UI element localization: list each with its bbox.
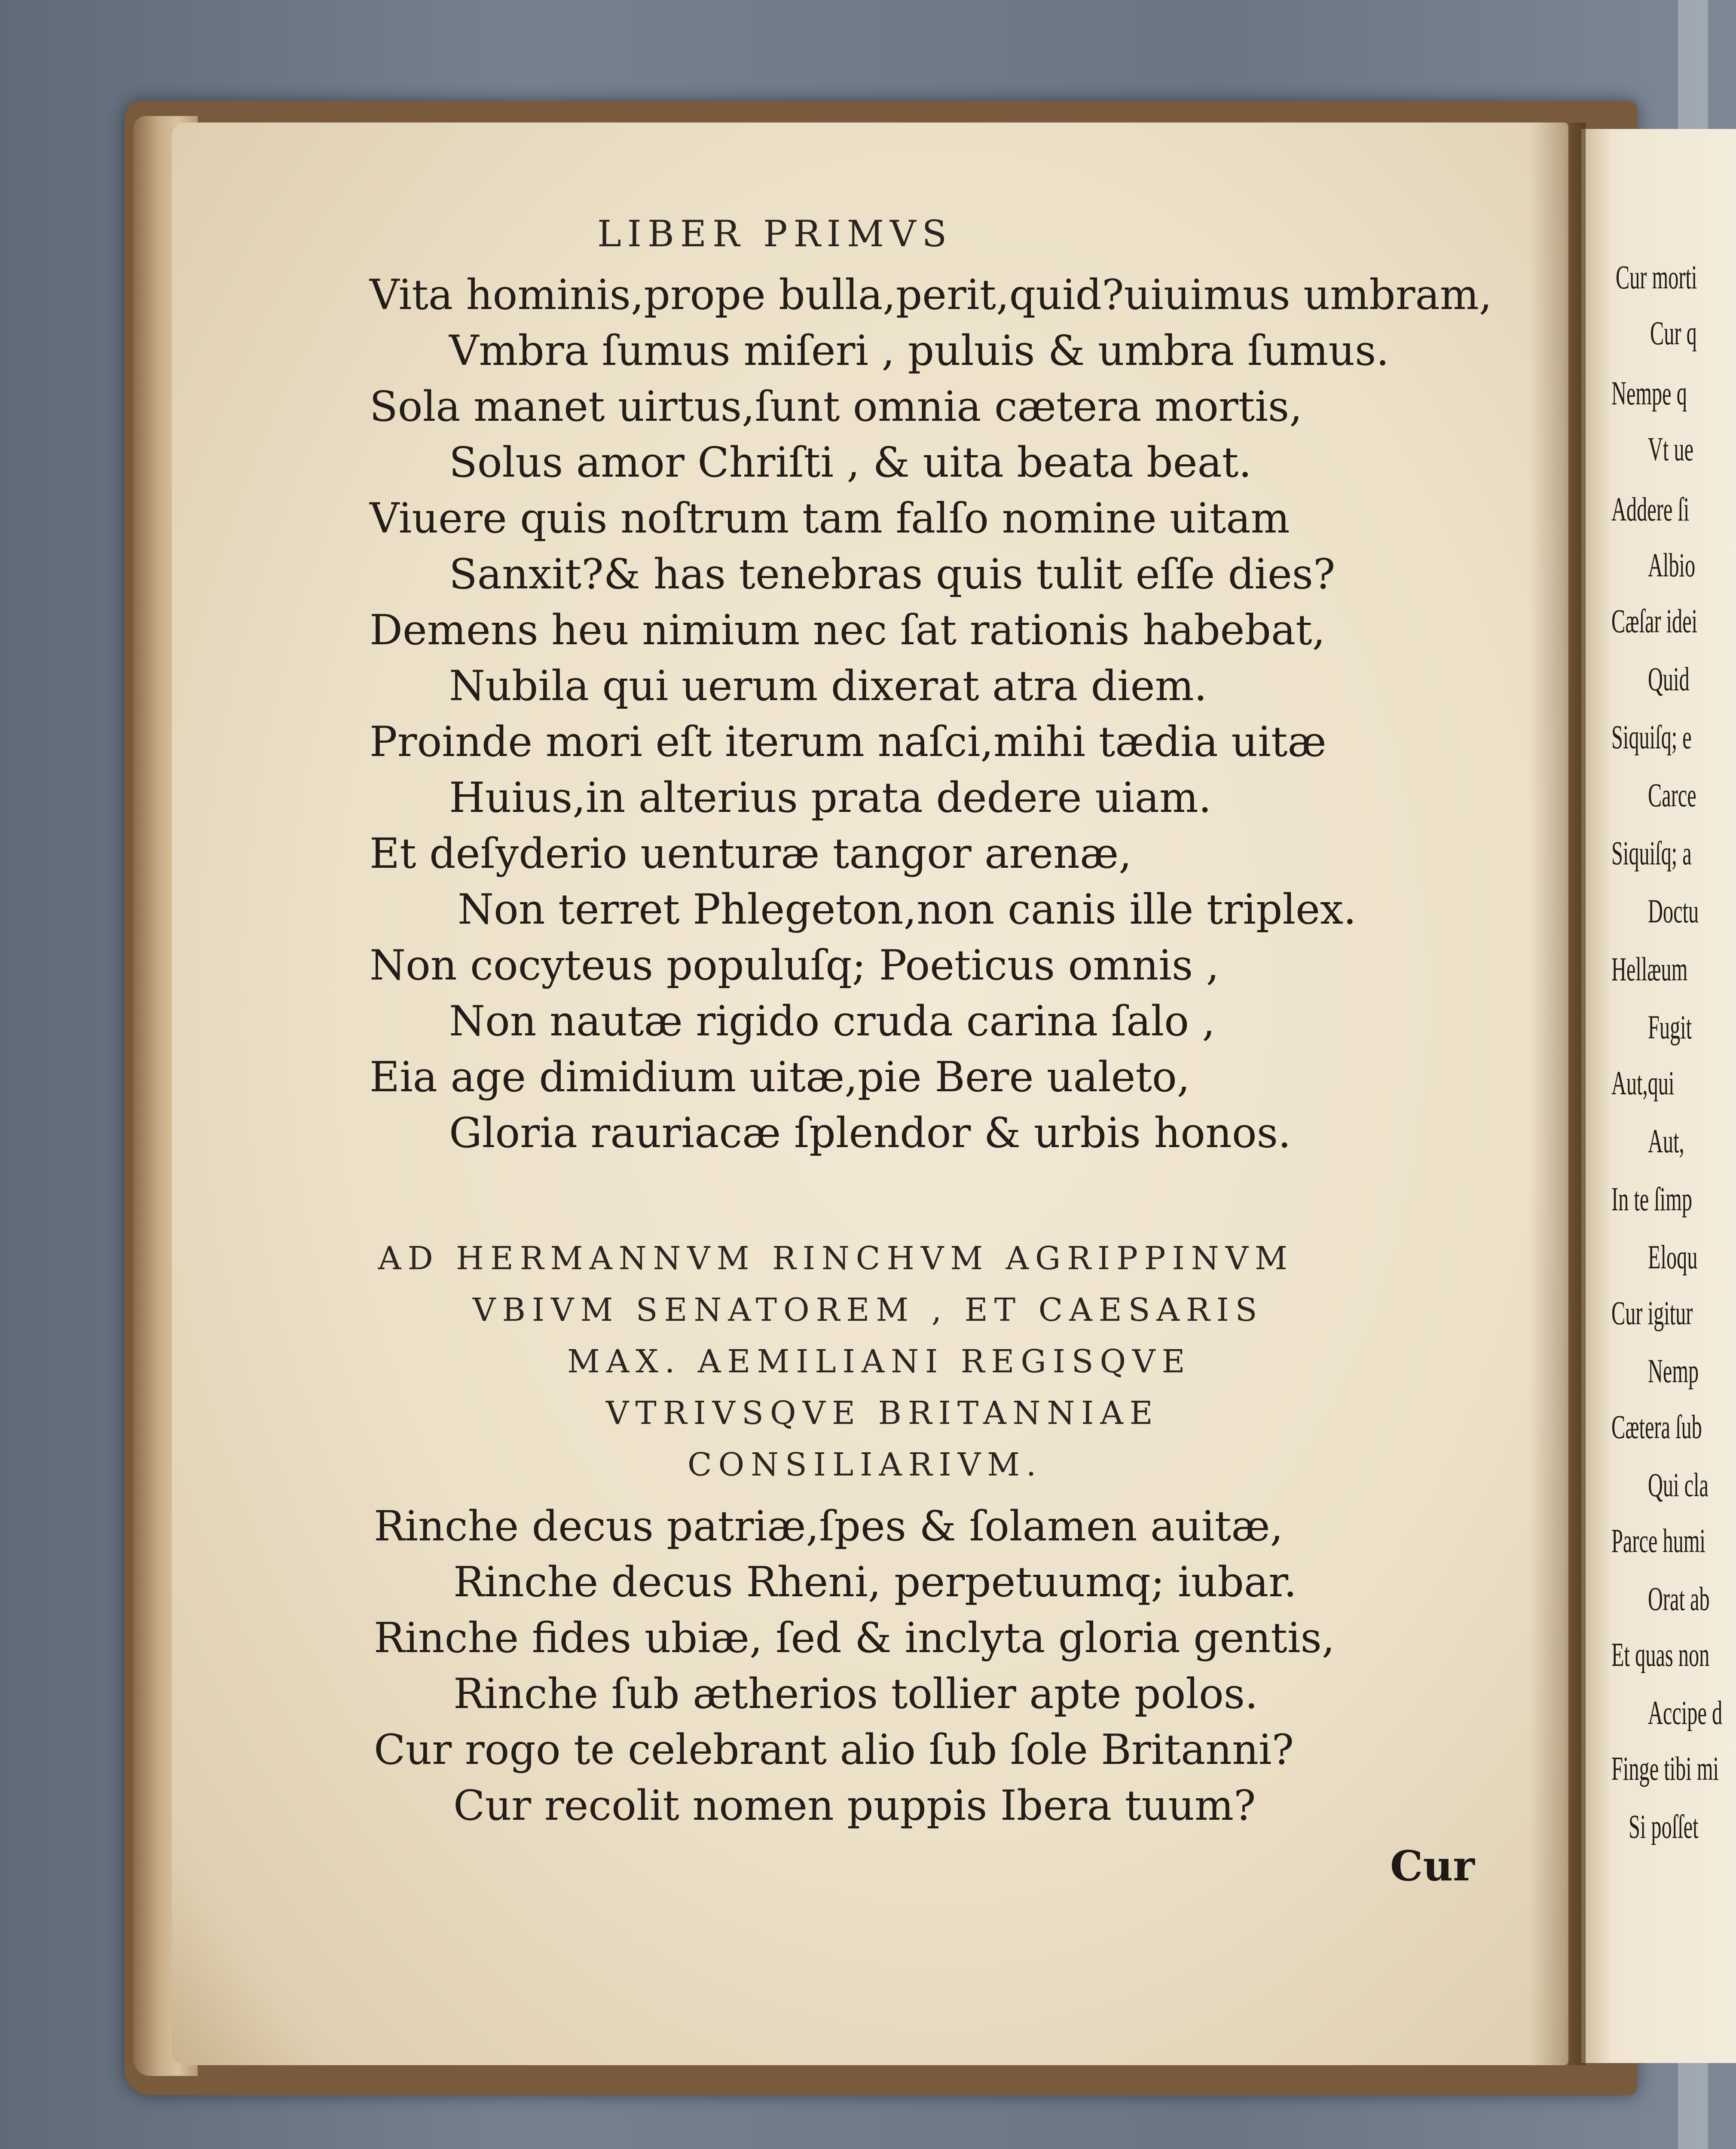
facing-page-line: Aut,	[1648, 1122, 1684, 1160]
facing-page-line: Cur igitur	[1611, 1294, 1693, 1332]
facing-page-line: Quid	[1648, 660, 1690, 698]
dedication-heading-line: MAX. AEMILIANI REGISQVE	[567, 1343, 1192, 1380]
verse-line: Gloria rauriacæ ſplendor & urbis honos.	[449, 1109, 1291, 1157]
facing-page-line: Cur morti	[1616, 258, 1697, 296]
verse-line: Non nautæ rigido cruda carina ſalo ,	[449, 997, 1216, 1045]
facing-page-line: Et quas non	[1611, 1636, 1710, 1673]
dedication-heading-line: VBIVM SENATOREM , ET CAESARIS	[473, 1292, 1264, 1329]
facing-page-line: Si poſſet	[1629, 1808, 1699, 1845]
verse-line: Non terret Phlegeton,non canis ille triplex.	[458, 885, 1357, 934]
facing-page-line: In te ſimp	[1611, 1180, 1693, 1218]
facing-page-line: Siquiſq; e	[1611, 718, 1692, 756]
facing-page-line: Hellæum	[1611, 950, 1688, 988]
facing-page-line: Addere ſi	[1611, 490, 1690, 528]
facing-page-line: Nemp	[1648, 1352, 1699, 1390]
verse-line: Huius,in alterius prata dedere uiam.	[449, 774, 1212, 822]
verse-line: Proinde mori eſt iterum naſci,mihi tædia uitæ	[370, 718, 1326, 766]
dedication-heading-line: CONSILIARIVM.	[688, 1446, 1043, 1483]
verse-line: Cur rogo te celebrant alio ſub ſole Britanni?	[374, 1726, 1294, 1774]
verse-line: Demens heu nimium nec ſat rationis habebat,	[370, 606, 1326, 654]
verse-line: Rinche ſub ætherios tollier apte polos.	[453, 1670, 1258, 1718]
facing-page-line: Parce humi	[1611, 1522, 1705, 1559]
catchword: Cur	[1390, 1842, 1475, 1890]
verse-line: Rinche decus Rheni, perpetuumq; iubar.	[453, 1558, 1297, 1606]
facing-page-line: Cur q	[1650, 314, 1697, 352]
facing-page-line: Qui cla	[1648, 1466, 1709, 1503]
verse-line: Et deſyderio uenturæ tangor arenæ,	[370, 830, 1132, 878]
verse-line: Cur recolit nomen puppis Ibera tuum?	[453, 1782, 1256, 1830]
facing-page-line: Accipe d	[1648, 1694, 1723, 1731]
verse-line: Non cocyteus populuſq; Poeticus omnis ,	[370, 941, 1219, 989]
running-head: LIBER PRIMVS	[597, 213, 953, 255]
facing-page-line: Albio	[1648, 546, 1696, 584]
facing-page-line: Doctu	[1648, 892, 1699, 930]
facing-page-line: Eloqu	[1648, 1238, 1698, 1276]
facing-page-line: Siquiſq; a	[1611, 834, 1692, 872]
facing-page-line: Finge tibi mi	[1611, 1750, 1719, 1787]
dedication-heading-line: VTRIVSQVE BRITANNIAE	[606, 1395, 1159, 1432]
facing-page-line: Cæſar idei	[1611, 602, 1698, 640]
facing-page-line: Nempe q	[1611, 374, 1687, 412]
facing-page-line: Vt ue	[1648, 430, 1694, 468]
facing-page-line: Orat ab	[1648, 1580, 1710, 1617]
verse-line: Solus amor Chriſti , & uita beata beat.	[449, 438, 1252, 487]
verse-line: Rinche fides ubiæ, ſed & inclyta gloria gentis,	[374, 1614, 1335, 1662]
verse-line: Vmbra ſumus miſeri , puluis & umbra ſumus.	[449, 327, 1389, 375]
verse-line: Sanxit?& has tenebras quis tulit eſſe dies?	[449, 550, 1336, 598]
verse-line: Viuere quis noſtrum tam falſo nomine uitam	[370, 494, 1290, 542]
verse-line: Nubila qui uerum dixerat atra diem.	[449, 662, 1207, 710]
verse-line: Eia age dimidium uitæ,pie Bere ualeto,	[370, 1053, 1190, 1101]
dedication-heading-line: AD HERMANNVM RINCHVM AGRIPPINVM	[378, 1240, 1294, 1277]
verse-line: Rinche decus patriæ,ſpes & ſolamen auitæ,	[374, 1502, 1284, 1550]
verse-line: Vita hominis,prope bulla,perit,quid?uiuimus umbram,	[370, 271, 1492, 319]
verse-line: Sola manet uirtus,ſunt omnia cætera mortis,	[370, 383, 1302, 431]
book-gutter	[1530, 122, 1586, 2065]
facing-page-line: Carce	[1648, 776, 1696, 814]
facing-page-line: Aut,qui	[1611, 1064, 1675, 1102]
facing-page-line: Cætera ſub	[1611, 1408, 1702, 1445]
facing-page-line: Fugit	[1648, 1008, 1692, 1046]
